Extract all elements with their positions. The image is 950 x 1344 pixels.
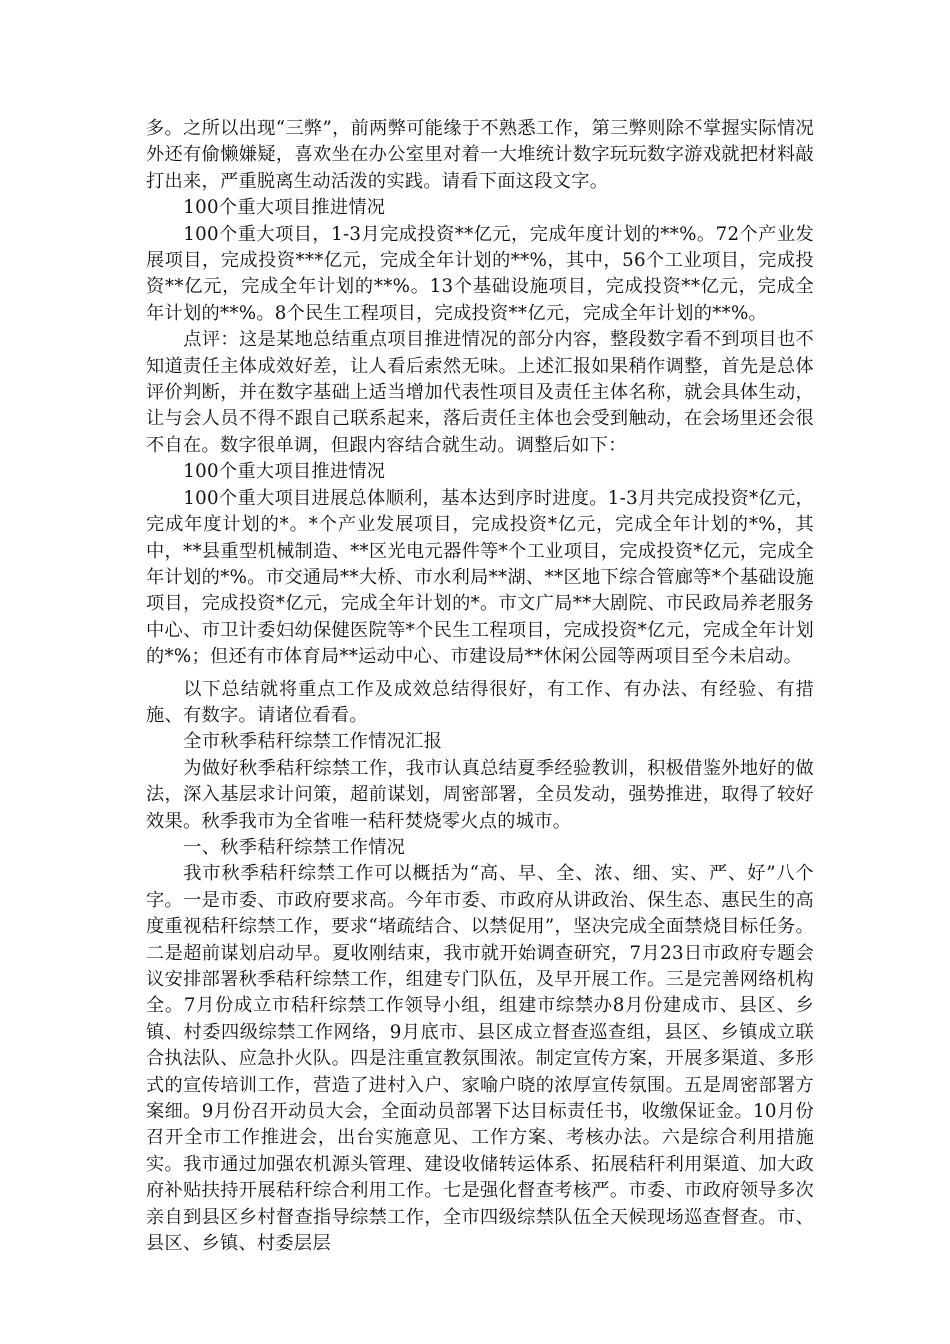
paragraph-revised-report: 100个重大项目进展总体顺利，基本达到序时进度。1-3月共完成投资*亿元，完成年度计划的*。*个产业发展项目，完成投资*亿元，完成全年计划的*%，其中，**县重型机械制造、**区光电元器件等*个工业项目，完成投资*亿元，完成全年计划的*%。市交通局**大桥、市水利局**湖、**区地下综合管廊等*个基础设施项目，完成投资*亿元，完成全年计划的*。市文广局**大剧院、市民政局养老服务中心、市卫计委妇幼保健医院等*个民生工程项目，完成投资*亿元，完成全年计划的*%；但还有市体育局**运动中心、市建设局**休闲公园等两项目至今未启动。 <box>146 487 814 668</box>
paragraph-transition: 以下总结就将重点工作及成效总结得很好，有工作、有办法、有经验、有措施、有数字。请诸位看看。 <box>146 678 814 726</box>
heading-straw-report: 全市秋季秸秆综禁工作情况汇报 <box>183 731 443 753</box>
heading-project-progress-revised: 100个重大项目推进情况 <box>183 461 386 483</box>
paragraph-commentary: 点评：这是某地总结重点项目推进情况的部分内容，整段数字看不到项目也不知道责任主体成效好差，让人看后索然无味。上述汇报如果稍作调整，首先是总体评价判断，并在数字基础上适当增加代表性项目及责任主体名称，就会具体生动，让与会人员不得不跟自己联系起来，落后责任主体也会受到触动，在会场里还会很不自在。数字很单调，但跟内容结合就生动。调整后如下： <box>146 329 814 456</box>
heading-section-one: 一、秋季秸秆综禁工作情况 <box>183 836 406 858</box>
paragraph-straw-intro: 为做好秋季秸秆综禁工作，我市认真总结夏季经验教训，积极借鉴外地好的做法，深入基层求计问策，超前谋划，周密部署，全员发动，强势推进，取得了较好效果。秋季我市为全省唯一秸秆焚烧零火点的城市。 <box>146 757 814 832</box>
document-page <box>146 116 814 1257</box>
paragraph-original-report: 100个重大项目，1-3月完成投资**亿元，完成年度计划的**%。72个产业发展项目，完成投资***亿元，完成全年计划的**%，其中，56个工业项目，完成投资**亿元，完成全年计划的**%。13个基础设施项目，完成投资**亿元，完成全年计划的**%。8个民生工程项目，完成投资**亿元，完成全年计划的**%。 <box>146 223 814 324</box>
paragraph-intro: 多。之所以出现“三弊”，前两弊可能缘于不熟悉工作，第三弊则除不掌握实际情况外还有偷懒嫌疑，喜欢坐在办公室里对着一大堆统计数字玩玩数字游戏就把材料敲打出来，严重脱离生动活泼的实践。请看下面这段文字。 <box>146 118 814 192</box>
paragraph-straw-details: 我市秋季秸秆综禁工作可以概括为“高、早、全、浓、细、实、严、好”八个字。一是市委、市政府要求高。今年市委、市政府从讲政治、保生态、惠民生的高度重视秸秆综禁工作，要求“堵疏结合、以禁促用”，坚决完成全面禁烧目标任务。二是超前谋划启动早。夏收刚结束，我市就开始调查研究，7月23日市政府专题会议安排部署秋季秸秆综禁工作，组建专门队伍，及早开展工作。三是完善网络机构全。7月份成立市秸秆综禁工作领导小组，组建市综禁办8月份建成市、县区、乡镇、村委四级综禁工作网络，9月底市、县区成立督查巡查组，县区、乡镇成立联合执法队、应急扑火队。四是注重宣教氛围浓。制定宣传方案，开展多渠道、多形式的宣传培训工作，营造了进村入户、家喻户晓的浓厚宣传氛围。五是周密部署方案细。9月份召开动员大会，全面动员部署下达目标责任书，收缴保证金。10月份召开全市工作推进会，出台实施意见、工作方案、考核办法。六是综合利用措施实。我市通过加强农机源头管理、建设收储转运体系、拓展秸秆利用渠道、加大政府补贴扶持开展秸秆综合利用工作。七是强化督查考核严。市委、市政府领导多次亲自到县区乡村督查指导综禁工作，全市四级综禁队伍全天候现场巡查督查。市、县区、乡镇、村委层层 <box>146 863 814 1255</box>
heading-project-progress: 100个重大项目推进情况 <box>183 197 386 219</box>
